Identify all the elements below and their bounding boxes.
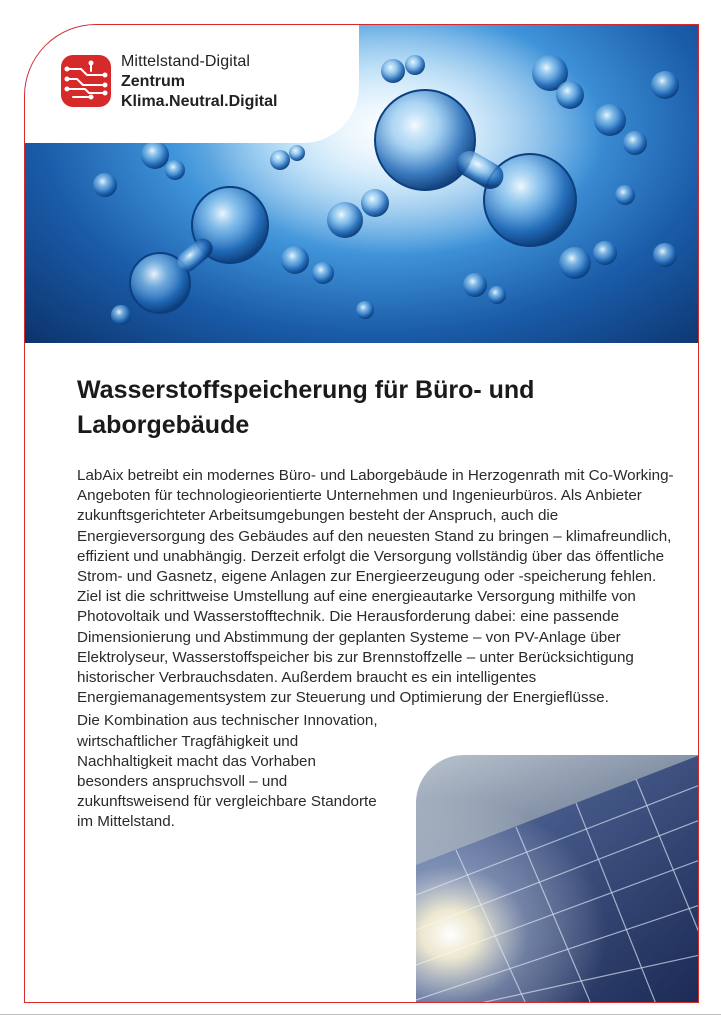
logo-line-3: Klima.Neutral.Digital xyxy=(121,93,278,110)
title-line-2: Laborgebäude xyxy=(77,411,250,439)
logo-line-2: Zentrum xyxy=(121,73,185,90)
body-paragraph-2: Die Kombination aus technischer Innovation, wirtschaftlicher Tragfähigkeit und Nachhaltigkeit macht das Vorhaben besonders anspruchsvoll – und zukunftsweisend für vergleichbare Standorte im Mittelstand. xyxy=(77,712,378,831)
title-line-1: Wasserstoffspeicherung für Büro- und xyxy=(77,376,535,404)
body-paragraph-1: LabAix betreibt ein modernes Büro- und Laborgebäude in Herzogenrath mit Co-Working-Angeboten für technologieorientierte Unternehmen und Ingenieurbüros. Als Anbieter zukunftsgerichteter Arbeitsumgebungen besteht der Anspruch, auch die Energieversorgung des Gebäudes auf den neuesten Stand zu bringen – klimafreundlich, effizient und unabhängig. Derzeit erfolgt die Versorgung vollständig über das öffentliche Strom- und Gasnetz, eigene Anlagen zur Energieerzeugung oder -speicherung fehlen. Ziel ist die schrittweise Umstellung auf eine energieautarke Versorgung mithilfe von Photovoltaik und Wasserstofftechnik. Die Herausforderung dabei: eine passende Dimensionierung und Abstimmung der geplanten Systeme – von PV-Anlage über Elektrolyseur, Wasserstoffspeicher bis zur Brennstoffzelle – unter Berücksichtigung historischer Verbrauchsdaten. Außerdem braucht es ein intelligentes Energiemanagementsystem zur Steuerung und Optimierung der Energieflüsse. xyxy=(77,467,674,707)
logo-card xyxy=(25,25,359,143)
logo-line-1: Mittelstand-Digital xyxy=(121,53,251,70)
solar-panels-image xyxy=(416,755,699,1003)
circuit-brain-icon xyxy=(61,55,111,107)
page-title xyxy=(77,373,637,443)
bottom-rule xyxy=(0,1014,721,1015)
solar-panels-icon xyxy=(416,755,699,1003)
page-frame xyxy=(24,24,699,1003)
logo-wordmark xyxy=(121,52,277,112)
